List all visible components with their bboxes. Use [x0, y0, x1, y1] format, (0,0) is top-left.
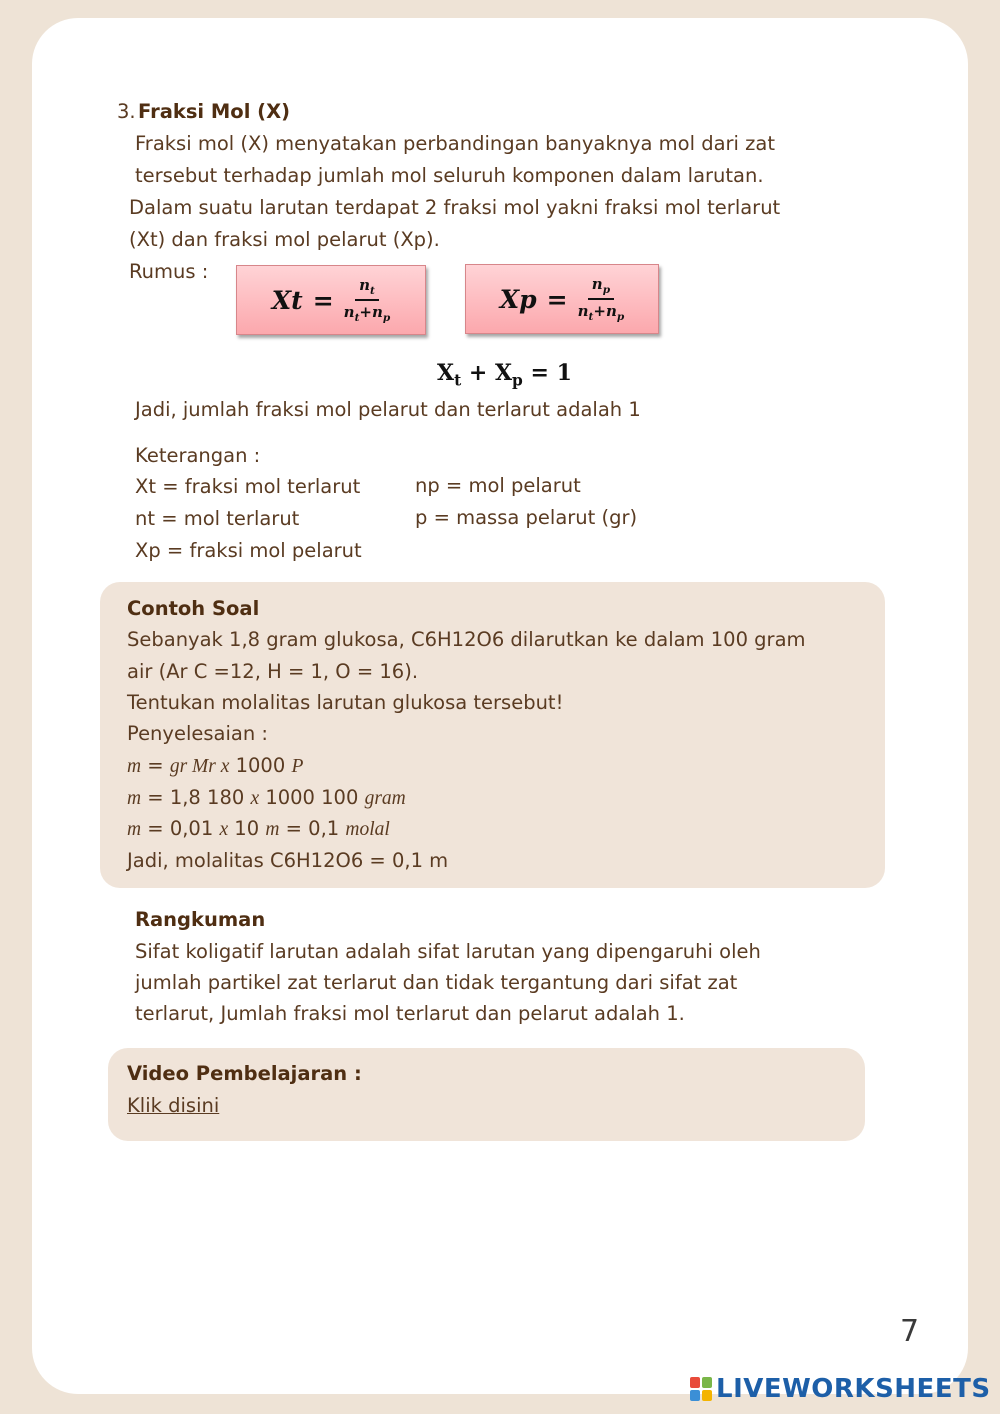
example-conclusion: Jadi, molalitas C6H12O6 = 0,1 m	[127, 849, 449, 872]
page-number: 7	[900, 1314, 920, 1349]
keterangan-item: nt = mol terlarut	[135, 507, 300, 530]
video-link[interactable]: Klik disini	[127, 1094, 220, 1117]
formula-xp-equals: =	[546, 284, 568, 314]
formula-xt-fraction: $\frac{n_t}{n_t+n_p}$	[343, 276, 391, 324]
keterangan-item: p = massa pelarut (gr)	[415, 506, 638, 529]
section-number: 3.	[117, 100, 136, 123]
rangkuman-line: Sifat koligatif larutan adalah sifat larutan yang dipengaruhi oleh	[135, 940, 761, 963]
keterangan-item: Xt = fraksi mol terlarut	[135, 475, 361, 498]
section-text-line: tersebut terhadap jumlah mol seluruh komponen dalam larutan.	[135, 164, 764, 187]
rangkuman-line: jumlah partikel zat terlarut dan tidak tergantung dari sifat zat	[135, 971, 738, 994]
formula-xp-box	[465, 264, 659, 334]
keterangan-item: Xp = fraksi mol pelarut	[135, 539, 362, 562]
formula-xt-box	[236, 265, 426, 335]
calc-line: m = 0,01 x 10 m = 0,1 molal	[127, 817, 390, 840]
section-text-line: (Xt) dan fraksi mol pelarut (Xp).	[129, 228, 440, 251]
liveworksheets-brand[interactable]	[690, 1374, 991, 1404]
rumus-label: Rumus :	[129, 260, 209, 283]
formula-xp-lhs: Xp	[499, 284, 537, 314]
liveworksheets-logo-icon	[690, 1377, 712, 1401]
formula-sum: $X_t + X_p = 1$	[437, 360, 572, 390]
calc-line: m = 1,8 180 x 1000 100 gram	[127, 786, 406, 809]
video-title: Video Pembelajaran :	[127, 1062, 362, 1085]
example-title: Contoh Soal	[127, 597, 260, 620]
section-text-line: Dalam suatu larutan terdapat 2 fraksi mol yakni fraksi mol terlarut	[129, 196, 781, 219]
rangkuman-title: Rangkuman	[135, 908, 266, 931]
example-line: Tentukan molalitas larutan glukosa tersebut!	[127, 691, 564, 714]
rangkuman-line: terlarut, Jumlah fraksi mol terlarut dan pelarut adalah 1.	[135, 1002, 685, 1025]
example-line: air (Ar C =12, H = 1, O = 16).	[127, 660, 419, 683]
example-line: Penyelesaian :	[127, 722, 268, 745]
keterangan-label: Keterangan :	[135, 444, 261, 467]
formula-xt-lhs: Xt	[271, 285, 303, 315]
brand-name: LIVEWORKSHEETS	[716, 1374, 991, 1404]
formula-xp-fraction: $\frac{n_p}{n_t+n_p}$	[577, 275, 625, 323]
formula-xt-equals: =	[312, 285, 334, 315]
section-text-line: Fraksi mol (X) menyatakan perbandingan banyaknya mol dari zat	[135, 132, 776, 155]
section-title: Fraksi Mol (X)	[138, 100, 291, 123]
summary-line: Jadi, jumlah fraksi mol pelarut dan terlarut adalah 1	[135, 398, 641, 421]
example-line: Sebanyak 1,8 gram glukosa, C6H12O6 dilarutkan ke dalam 100 gram	[127, 628, 806, 651]
calc-line: m = gr Mr x 1000 P	[127, 754, 304, 777]
keterangan-item: np = mol pelarut	[415, 474, 581, 497]
